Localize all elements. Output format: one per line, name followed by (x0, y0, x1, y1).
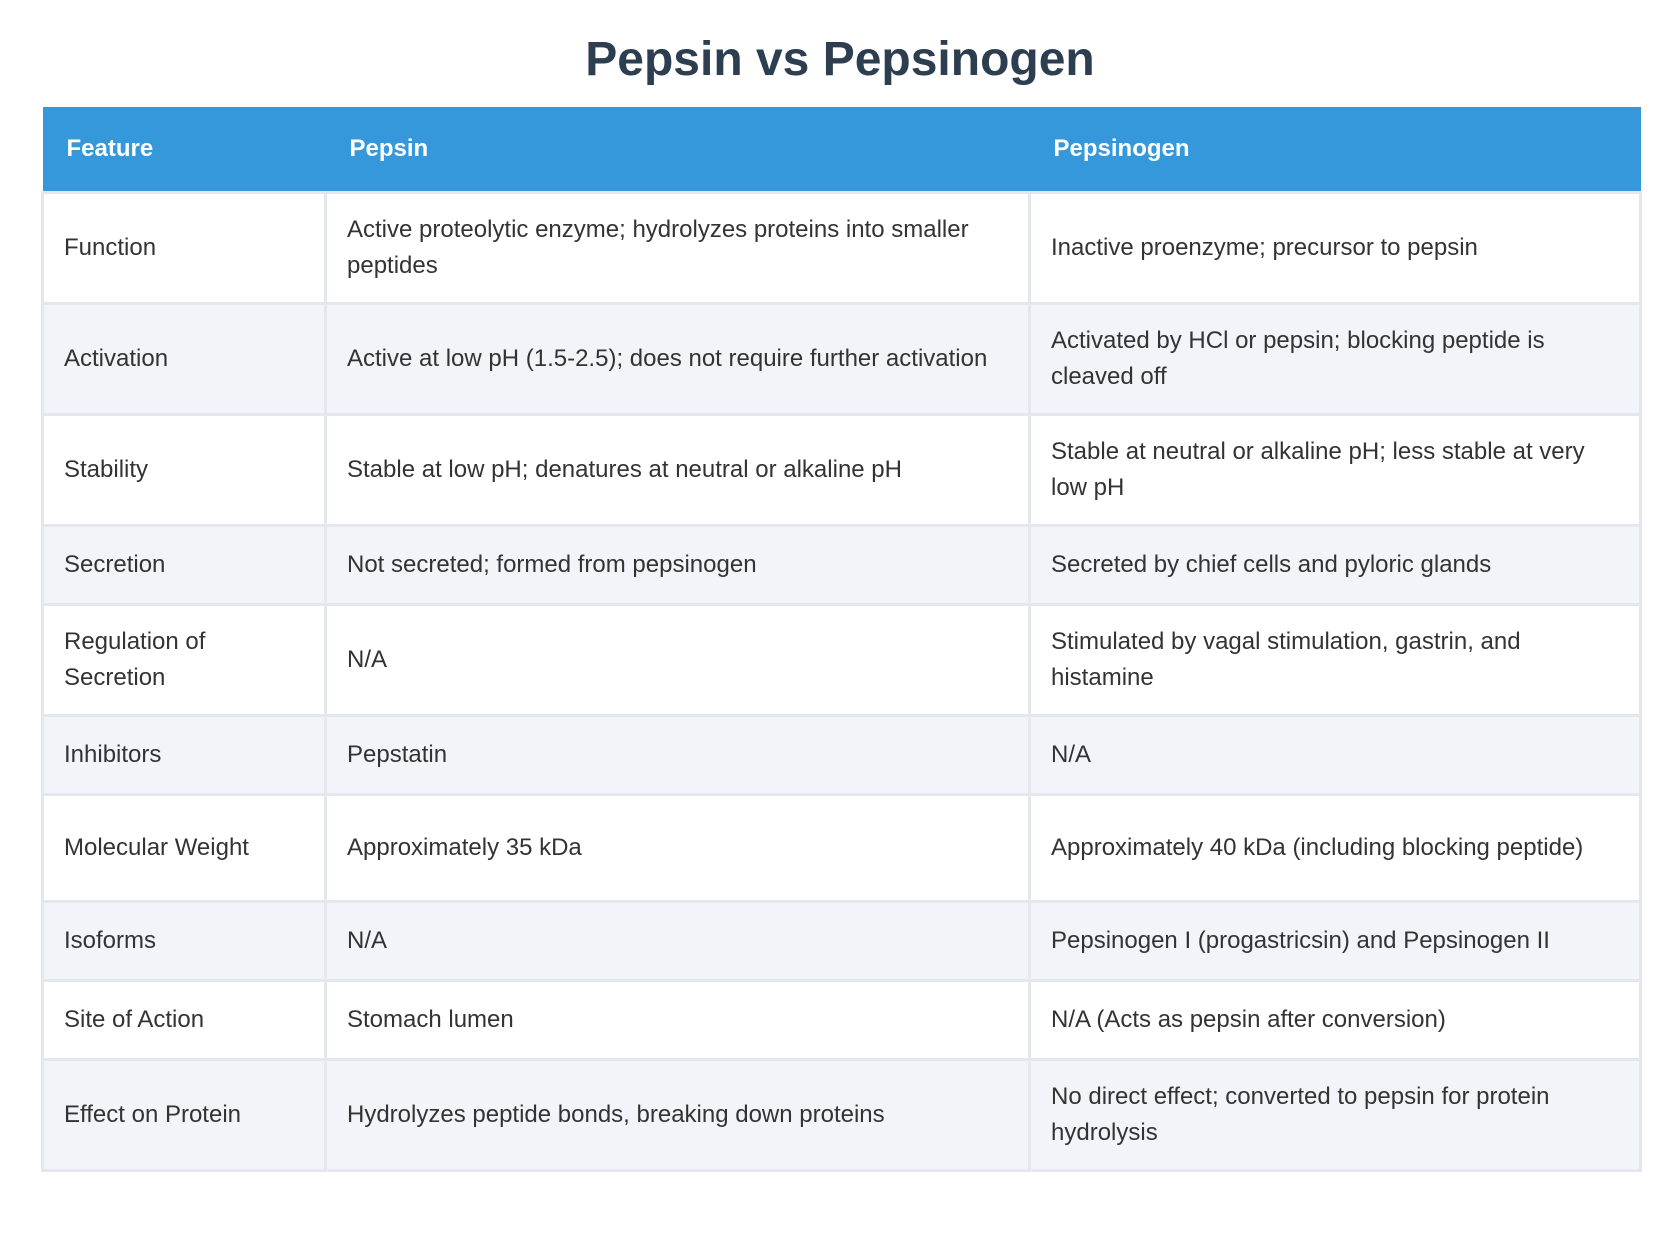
pepsin-cell: Approximately 35 kDa (326, 794, 1030, 901)
comparison-table (41, 107, 1642, 1172)
table-header (43, 107, 1641, 192)
table-row (43, 980, 1641, 1059)
feature-cell: Isoforms (43, 901, 326, 980)
header-pepsin: Pepsin (326, 107, 1030, 192)
pepsin-cell: Not secreted; formed from pepsinogen (326, 525, 1030, 604)
pepsin-cell: N/A (326, 604, 1030, 715)
feature-cell: Secretion (43, 525, 326, 604)
table-body (43, 192, 1641, 1170)
pepsinogen-cell: Approximately 40 kDa (including blocking peptide) (1030, 794, 1641, 901)
feature-cell: Inhibitors (43, 715, 326, 794)
pepsin-cell: Stable at low pH; denatures at neutral or alkaline pH (326, 414, 1030, 525)
pepsinogen-cell: Secreted by chief cells and pyloric glands (1030, 525, 1641, 604)
table-row (43, 414, 1641, 525)
pepsin-cell: Active at low pH (1.5-2.5); does not require further activation (326, 303, 1030, 414)
header-feature: Feature (43, 107, 326, 192)
table-row (43, 1059, 1641, 1170)
table-row (43, 192, 1641, 303)
pepsinogen-cell: Stimulated by vagal stimulation, gastrin, and histamine (1030, 604, 1641, 715)
pepsinogen-cell: Pepsinogen I (progastricsin) and Pepsinogen II (1030, 901, 1641, 980)
pepsinogen-cell: N/A (Acts as pepsin after conversion) (1030, 980, 1641, 1059)
pepsinogen-cell: Activated by HCl or pepsin; blocking peptide is cleaved off (1030, 303, 1641, 414)
pepsin-cell: Pepstatin (326, 715, 1030, 794)
table-row (43, 715, 1641, 794)
pepsinogen-cell: Stable at neutral or alkaline pH; less stable at very low pH (1030, 414, 1641, 525)
feature-cell: Stability (43, 414, 326, 525)
header-pepsinogen: Pepsinogen (1030, 107, 1641, 192)
pepsinogen-cell: No direct effect; converted to pepsin for protein hydrolysis (1030, 1059, 1641, 1170)
feature-cell: Molecular Weight (43, 794, 326, 901)
feature-cell: Activation (43, 303, 326, 414)
feature-cell: Function (43, 192, 326, 303)
feature-cell: Site of Action (43, 980, 326, 1059)
pepsinogen-cell: Inactive proenzyme; precursor to pepsin (1030, 192, 1641, 303)
header-row (43, 107, 1641, 192)
page-title: Pepsin vs Pepsinogen (585, 33, 1095, 86)
table-row (43, 604, 1641, 715)
pepsin-cell: Stomach lumen (326, 980, 1030, 1059)
pepsinogen-cell: N/A (1030, 715, 1641, 794)
table-row (43, 525, 1641, 604)
pepsin-cell: Active proteolytic enzyme; hydrolyzes proteins into smaller peptides (326, 192, 1030, 303)
pepsin-cell: N/A (326, 901, 1030, 980)
pepsin-cell: Hydrolyzes peptide bonds, breaking down proteins (326, 1059, 1030, 1170)
table-row (43, 794, 1641, 901)
feature-cell: Effect on Protein (43, 1059, 326, 1170)
table-row (43, 901, 1641, 980)
table-row (43, 303, 1641, 414)
feature-cell: Regulation of Secretion (43, 604, 326, 715)
